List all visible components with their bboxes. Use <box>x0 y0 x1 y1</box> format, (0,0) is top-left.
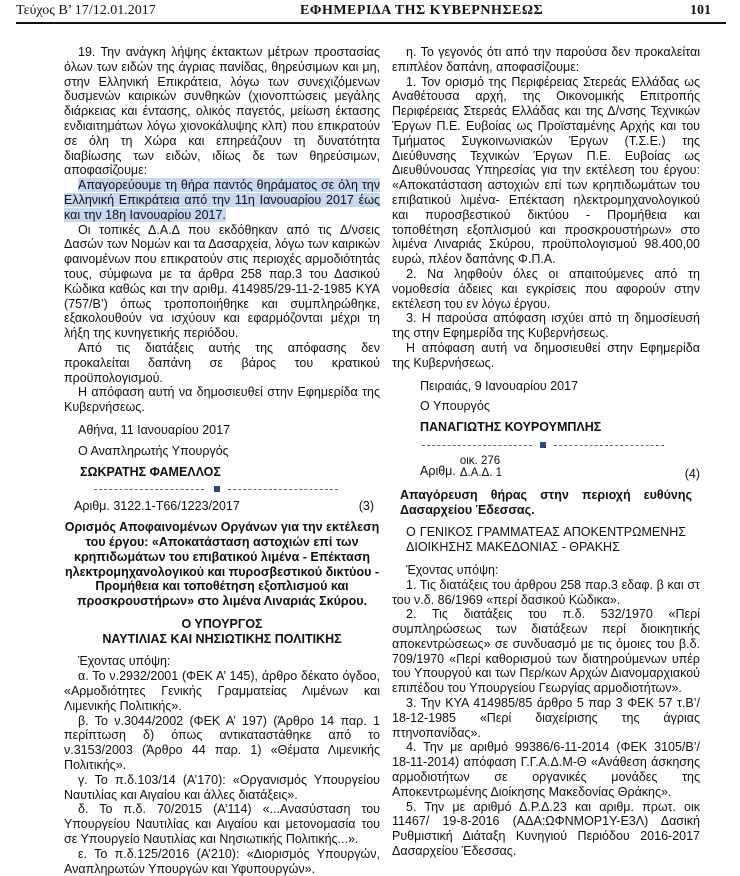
list-item: ε. Το π.δ.125/2016 (Α’210): «Διορισμός Υπουργών, Αναπληρωτών Υπουργών και Υφυπουργών». <box>64 846 380 876</box>
signer-role: Ο Υπουργός <box>420 399 490 414</box>
separator-square <box>540 442 546 448</box>
separator <box>64 485 380 495</box>
paragraph-eta: η. Το γεγονός ότι από την παρούσα δεν προκαλείται επιπλέον δαπάνη, αποφασίζουμε: <box>392 45 700 74</box>
issuing-authority: Ο ΓΕΝΙΚΟΣ ΓΡΑΜΜΑΤΕΑΣ ΑΠΟΚΕΝΤΡΩΜΕΝΗΣ ΔΙΟΙΚΗΣΗΣ ΜΑΚΕΔΟΝΙΑΣ - ΘΡΑΚΗΣ <box>406 525 686 555</box>
list-item: α. Το ν.2932/2001 (ΦΕΚ Α’ 145), άρθρο δέκατο όγδοο, «Αρμοδιότητες Γενικής Γραμματείας Λιμένων και Λιμενικής Πολιτικής». <box>64 669 380 713</box>
decision-4-ref-2: Δ.Α.Δ. 1 <box>459 466 503 479</box>
place-date: Πειραιάς, 9 Ιανουαρίου 2017 <box>420 378 579 393</box>
issue-label: Τεύχος Β’ 17/12.01.2017 <box>16 3 156 18</box>
having-regard: Έχοντας υπόψη: <box>406 562 499 577</box>
gazette-title: ΕΦΗΜΕΡΙΔΑ ΤΗΣ ΚΥΒΕΡΝΗΣΕΩΣ <box>300 3 544 18</box>
right-column <box>392 45 700 859</box>
highlighted-text[interactable]: Απαγορεύουμε τη θήρα παντός θηράματος σε όλη την Ελληνική Επικράτεια από την 11η Ιανουαρίου 2017 έως και την 18η Ιανουαρίου 2017. <box>64 178 380 222</box>
paragraph-publish: Η απόφαση αυτή να δημοσιευθεί στην Εφημερίδα της Κυβερνήσεως. <box>392 340 700 370</box>
paragraph-3: 3. Η παρούσα απόφαση ισχύει από τη δημοσίευσή της στην Εφημερίδα της Κυβερνήσεως. <box>392 311 700 341</box>
paragraph-publish: Η απόφαση αυτή να δημοσιευθεί στην Εφημερίδα της Κυβερνήσεως. <box>64 385 380 415</box>
decision-4-ref-1: οικ. 276 <box>459 454 501 467</box>
decision-3-number: Αριθμ. 3122.1-Τ66/1223/2017 <box>74 499 240 514</box>
decision-4-refs <box>460 455 502 479</box>
page-number: 101 <box>690 3 711 18</box>
decision-3-number-row <box>64 499 380 514</box>
decision-4-prefix: Αριθμ. <box>420 464 456 479</box>
place-date: Αθήνα, 11 Ιανουαρίου 2017 <box>78 422 231 437</box>
decision-4-title: Απαγόρευση θήρας στην περιοχή ευθύνης Δασαρχείου Έδεσσας. <box>400 487 692 517</box>
header-rule <box>16 22 726 24</box>
list-item: 4. Την με αριθμό 99386/6-11-2014 (ΦΕΚ 3105/Β’/ 18-11-2014) απόφαση Γ.Γ.Α.Δ.Μ-Θ «Ανάθεση άσκησης αρμοδιοτήτων σε οργανικές μονάδες της Αποκεντρωμένης Διοίκησης Μακεδονίας Θράκης». <box>392 740 700 799</box>
minister-line-2: ΝΑΥΤΙΛΙΑΣ ΚΑΙ ΝΗΣΙΩΤΙΚΗΣ ΠΟΛΙΤΙΚΗΣ <box>102 631 342 646</box>
list-item: δ. Το π.δ. 70/2015 (Α’114) «...Ανασύσταση του Υπουργείου Ναυτιλίας και Αιγαίου και μετονομασία του σε Υπουργείο Ναυτιλίας και Νησιωτικής Πολιτικής...». <box>64 802 380 847</box>
list-item: 1. Τις διατάξεις του άρθρου 258 παρ.3 εδαφ. β και στ του ν.δ. 86/1969 «περί δασικού Κώδικα». <box>392 577 700 607</box>
signer-name: ΠΑΝΑΓΙΩΤΗΣ ΚΟΥΡΟΥΜΠΛΗΣ <box>420 420 602 435</box>
list-item: γ. Το π.δ.103/14 (Α’170): «Οργανισμός Υπουργείου Ναυτιλίας και Αιγαίου και άλλες διατάξεις». <box>64 772 380 802</box>
decision-4-number <box>392 455 502 479</box>
paragraph-2: 2. Να ληφθούν όλες οι απαιτούμενες από τη νομοθεσία άδειες και εγκρίσεις που αφορούν στην εκτέλεση του εν λόγω έργου. <box>392 266 700 311</box>
highlighted-decision[interactable] <box>64 178 380 222</box>
separator-square <box>214 486 220 492</box>
list-item: 3. Την ΚΥΑ 414985/85 άρθρο 5 παρ 3 ΦΕΚ 57 τ.Β’/ 18-12-1985 «Περί διαχείρισης της άγριας πτηνοπανίδας». <box>392 696 700 740</box>
signer-role: Ο Αναπληρωτής Υπουργός <box>78 443 229 458</box>
decision-3-title: Ορισμός Αποφαινομένων Οργάνων για την εκτέλεση του έργου: «Αποκατάσταση αστοχιών επί των κρηπιδωμάτων του επιβατικού λιμένα - Επέκταση ηλεκτρομηχανολογικού και πυροσβεστικού δικτύου - Προμήθεια και τοποθέτηση εξοπλισμού και προσκρουστήρων» στο λιμένα Λιναριάς Σκύρου. <box>64 520 380 609</box>
paragraph-1: 1. Τον ορισμό της Περιφέρειας Στερεάς Ελλάδας ως Αναθέτουσα αρχή, της Οικονομικής Επιτροπής Περιφέρειας Στερεάς Ελλάδας και της Δ/νσης Τεχνικών Έργων Π.Ε. Ευβοίας ως Προϊσταμένης Αρχής και του Τμήματος Συγκοινωνιακών Έργων (Τ.Σ.Ε.) της Διεύθυνσης Τεχνικών Έργων Π.Ε. Ευβοίας ως Διευθύνουσας Υπηρεσίας για την εκτέλεση του έργου: «Αποκατάσταση αστοχιών επί των κρηπιδωμάτων του επιβατικού λιμένα- Επέκταση ηλεκτρομηχανολογικού και πυροσβεστικού δικτύου - Προμήθεια και τοποθέτηση εξοπλισμού και προσκρουστήρων» στο λιμένα Λιναριάς Σκύρου, προϋπολογισμού 98.400,00 ευρώ, πλέον δαπάνης Φ.Π.Α. <box>392 74 700 267</box>
left-column <box>64 45 380 876</box>
list-item: β. Το ν.3044/2002 (ΦΕΚ Α’ 197) (Άρθρο 14 παρ. 1 περίπτωση δ) όπως αντικαταστάθηκε από το ν.3153/2003 (Άρθρο 44 παρ. 1) «Θέματα Λιμενικής Πολιτικής». <box>64 713 380 773</box>
separator <box>392 441 700 451</box>
decision-4-number-row <box>392 455 700 482</box>
list-item: 5. Την με αριθμό Δ.Ρ.Δ.23 και αριθμ. πρωτ. οικ 11467/ 19-8-2016 (ΑΔΑ:ΩΦΝΜΟΡ1Υ-Ε3Λ) Δασική Ρυθμιστική Διάταξη Κυνηγιού Περιόδου 2016-2017 Δασαρχείου Έδεσσας. <box>392 799 700 859</box>
decision-3-index: (3) <box>358 499 374 514</box>
paragraph-local-decisions: Οι τοπικές Δ.Α.Δ που εκδόθηκαν από τις Δ/νσεις Δασών των Νομών και τα Δασαρχεία, λόγω των καιρικών φαινομένων που επικρατούν στις περιοχές αρμοδιότητάς τους, σύμφωνα με τα άρθρα 258 παρ.3 του Δασικού Κώδικα καθώς και την αριθμ. 414985/29-11-2-1985 ΚΥΑ (757/Β’) όπως τροποποιήθηκε και συμπληρώθηκε, εξακολουθούν να ισχύουν και εφαρμόζονται μέχρι τη λήξη της κυνηγετικής περιόδου. <box>64 222 380 341</box>
decision-4-index: (4) <box>684 466 700 481</box>
having-regard: Έχοντας υπόψη: <box>78 654 171 669</box>
paragraph-cost: Από τις διατάξεις αυτής της απόφασης δεν προκαλείται δαπάνη σε βάρος του κρατικού προϋπολογισμού. <box>64 340 380 385</box>
minister-line-1: Ο ΥΠΟΥΡΓΟΣ <box>181 616 263 631</box>
signer-name: ΣΩΚΡΑΤΗΣ ΦΑΜΕΛΛΟΣ <box>80 464 221 479</box>
paragraph-19: 19. Την ανάγκη λήψης έκτακτων μέτρων προστασίας όλων των ειδών της άγριας πανίδας, θηρεύσιμων και μη, στην Ελληνική Επικράτεια, λόγω των συνεχιζόμενων δυσμενών καιρικών συνθηκών (χιονοπτώσεις μεγάλης διάρκειας και έντασης, ολικός παγετός, μείωση έκτασης ενδιαιτημάτων λόγω χιονοκάλυψης κλπ) που επικρατούν σε όλη τη Χώρα και επηρεάζουν τη δυνατότητα διαβίωσης των ειδών, ιδίως δε των θηρεύσιμων, αποφασίζουμε: <box>64 45 380 178</box>
page-header <box>0 0 740 22</box>
list-item: 2. Τις διατάξεις του π.δ. 532/1970 «Περί συμπληρώσεως των διατάξεων περί διοικητικής αποκεντρώσεως» σε συνδυασμό με τις όμοιες του β.δ. 709/1970 «Περί καθορισμού των διατηρούμενων υπέρ του Υπουργού και των Περ/κων Αρχών Διανομαρχιακού επιπέδου του Υπουργείου Γεωργίας αρμοδιοτήτων». <box>392 607 700 696</box>
